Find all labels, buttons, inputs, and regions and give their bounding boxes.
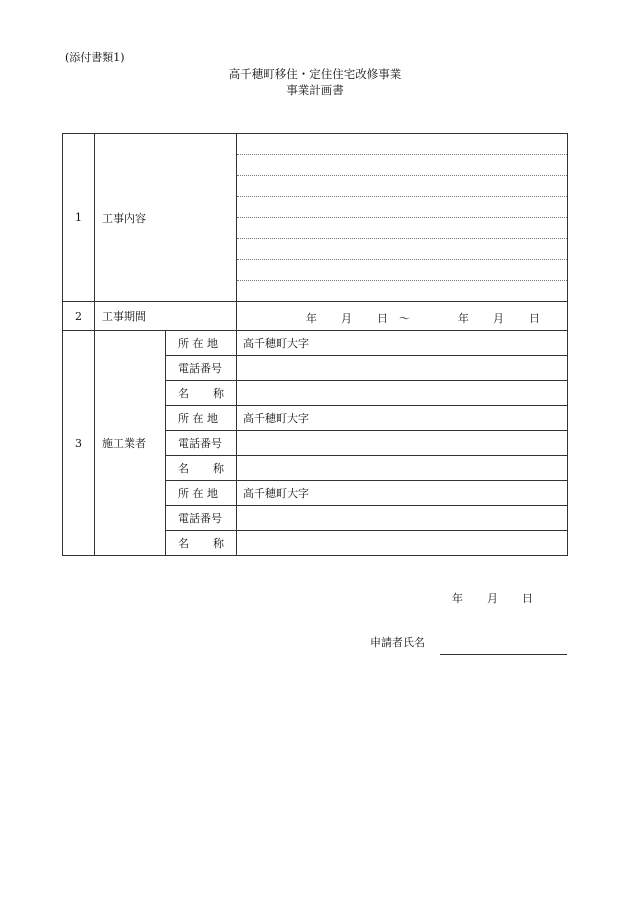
contractor-1-name-field[interactable]	[237, 381, 568, 406]
period-label: 工事期間	[95, 302, 237, 331]
contractor-3-phone-field[interactable]	[237, 506, 568, 531]
work-row	[63, 134, 568, 302]
applicant-signature-line[interactable]	[440, 654, 567, 655]
contractor-label: 施工業者	[95, 331, 166, 556]
contractor-1-address-field[interactable]: 高千穂町大字	[237, 331, 568, 356]
contractor-2-address-field[interactable]: 高千穂町大字	[237, 406, 568, 431]
end-month-unit: 月	[493, 312, 504, 325]
phone-label: 電話番号	[166, 431, 237, 456]
plan-table	[62, 133, 568, 556]
start-day-unit: 日	[377, 312, 388, 325]
name-label: 名 称	[166, 456, 237, 481]
document-subtitle: 事業計画書	[286, 83, 344, 97]
contractor-3-address-field[interactable]: 高千穂町大字	[237, 481, 568, 506]
phone-label: 電話番号	[166, 356, 237, 381]
date-year-unit: 年	[452, 592, 463, 605]
end-day-unit: 日	[529, 312, 540, 325]
row-number: 2	[63, 302, 95, 331]
name-label: 名 称	[166, 381, 237, 406]
period-row	[63, 302, 568, 331]
document-title: 高千穂町移住・定住住宅改修事業	[228, 67, 402, 81]
address-label: 所 在 地	[166, 331, 237, 356]
address-label: 所 在 地	[166, 406, 237, 431]
contractor-3-name-field[interactable]	[237, 531, 568, 556]
start-month-unit: 月	[341, 312, 352, 325]
phone-label: 電話番号	[166, 506, 237, 531]
row-number: 1	[63, 134, 95, 302]
period-field[interactable]	[237, 302, 568, 331]
name-label: 名 称	[166, 531, 237, 556]
work-content-field[interactable]	[237, 134, 568, 302]
contractor-1-address-row	[63, 331, 568, 356]
work-label: 工事内容	[95, 134, 237, 302]
address-label: 所 在 地	[166, 481, 237, 506]
date-day-unit: 日	[522, 592, 533, 605]
row-number: 3	[63, 331, 95, 556]
attachment-label: (添付書類1)	[65, 51, 125, 64]
contractor-2-name-field[interactable]	[237, 456, 568, 481]
contractor-2-phone-field[interactable]	[237, 431, 568, 456]
applicant-name-label: 申請者氏名	[370, 636, 425, 649]
period-tilde: 〜	[399, 312, 410, 325]
contractor-1-phone-field[interactable]	[237, 356, 568, 381]
end-year-unit: 年	[458, 312, 469, 325]
start-year-unit: 年	[306, 312, 317, 325]
date-month-unit: 月	[487, 592, 498, 605]
